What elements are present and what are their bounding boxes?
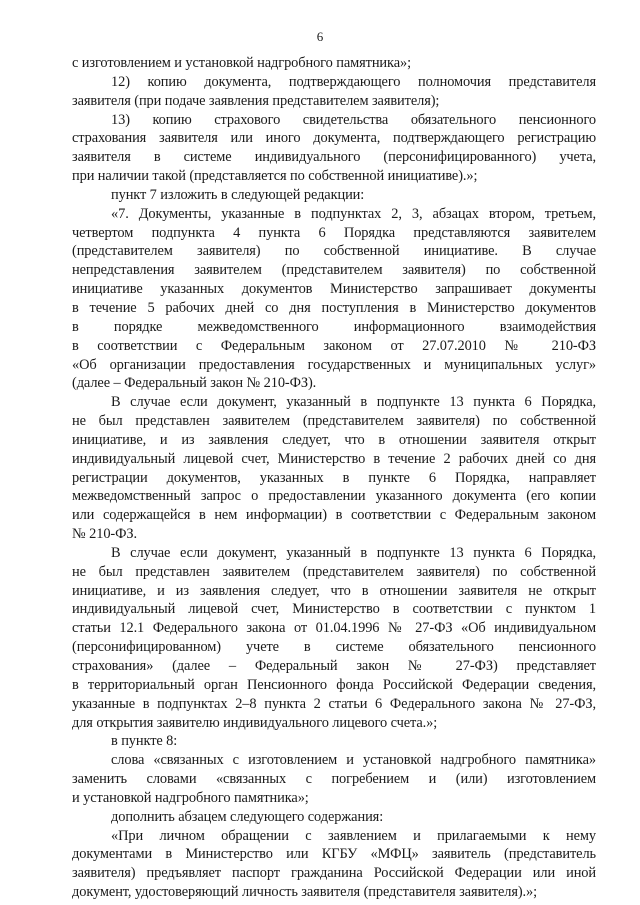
text-line: инициативе, и из заявления следует, что в отношении заявителя открыт	[72, 431, 596, 448]
text-line: и установкой надгробного памятника»;	[72, 789, 309, 806]
text-line: не был представлен заявителем (представителем заявителя) по собственной	[72, 563, 596, 580]
text-line: В случае если документ, указанный в подпункте 13 пункта 6 Порядка,	[111, 544, 596, 561]
text-line: «Об организации предоставления государственных и муниципальных услуг»	[72, 356, 596, 373]
text-line: для открытия заявителю индивидуального лицевого счета.»;	[72, 714, 438, 731]
text-line: страхования» (далее – Федеральный закон № 27-ФЗ) представляет	[72, 658, 596, 674]
page-number: 6	[316, 29, 324, 44]
text-line: с изготовлением и установкой надгробного памятника»;	[72, 55, 411, 71]
text-line: статьи 12.1 Федерального закона от 01.04.1996 № 27-ФЗ «Об индивидуальном	[72, 620, 596, 637]
text-line: межведомственный запрос о предоставлении указанного документа (его копии	[72, 488, 596, 505]
text-line: указанные в подпунктах 2–8 пункта 2 статьи 6 Федерального закона № 27-ФЗ,	[72, 695, 596, 712]
text-line: заявителя (при подаче заявления представителем заявителя);	[72, 92, 440, 109]
text-line: документ, удостоверяющий личность заявителя (представителя заявителя).»;	[72, 884, 538, 901]
text-line: № 210-ФЗ.	[72, 526, 137, 543]
text-line: В случае если документ, указанный в подпункте 13 пункта 6 Порядка,	[111, 394, 596, 411]
text-line: (далее – Федеральный закон № 210-ФЗ).	[72, 375, 317, 392]
text-line: 13) копию страхового свидетельства обязательного пенсионного	[111, 111, 596, 128]
text-line: «7. Документы, указанные в подпунктах 2, 3, абзацах втором, третьем,	[111, 205, 596, 222]
text-line: (персонифицированном) учете в системе обязательного пенсионного	[72, 639, 596, 656]
text-line: заменить словами «связанных с погребением и (или) изготовлением	[72, 771, 596, 788]
text-line: инициативе указанных документов Министерство запрашивает документы	[72, 281, 596, 298]
text-line: индивидуальный лицевой счет, Министерство в течение 2 рабочих дней со дня	[72, 450, 596, 467]
text-line: при наличии такой (представляется по собственной инициативе).»;	[72, 168, 478, 185]
text-line: «При личном обращении с заявлением и прилагаемыми к нему	[111, 827, 596, 844]
body-text	[72, 54, 596, 902]
text-line: регистрации документов, указанных в пункте 6 Порядка, направляет	[72, 469, 596, 486]
text-line: инициативе, и из заявления следует, что в отношении заявителя не открыт	[72, 582, 596, 599]
text-line: документами в Министерство или КГБУ «МФЦ» заявитель (представитель	[72, 846, 596, 863]
text-line: страхования заявителя или иного документа, подтверждающего регистрацию	[72, 130, 596, 147]
text-line: не был представлен заявителем (представителем заявителя) по собственной	[72, 413, 596, 430]
text-line: непредставления заявителем (представителем заявителя) по собственной	[72, 262, 596, 279]
text-line: в пункте 8:	[111, 733, 178, 750]
text-line: дополнить абзацем следующего содержания:	[111, 808, 384, 825]
text-line: пункт 7 изложить в следующей редакции:	[111, 186, 365, 203]
text-line: в порядке межведомственного информационного взаимодействия	[72, 318, 596, 335]
text-line: в течение 5 рабочих дней со дня поступления в Министерство документов	[72, 299, 596, 316]
text-line: или содержащейся в нем информации) в соответствии с Федеральным законом	[72, 507, 596, 524]
text-line: слова «связанных с изготовлением и установкой надгробного памятника»	[111, 752, 596, 769]
text-line: в соответствии с Федеральным законом от 27.07.2010 № 210-ФЗ	[72, 337, 596, 354]
text-line: индивидуальный лицевой счет, Министерство в соответствии с пунктом 1	[72, 601, 596, 618]
text-line: (представителем заявителя) по собственной инициативе. В случае	[72, 243, 596, 260]
text-line: четвертом подпункта 4 пункта 6 Порядка представляются заявителем	[72, 224, 596, 241]
text-line: в территориальный орган Пенсионного фонда Российской Федерации сведения,	[72, 676, 596, 693]
text-line: заявителя в системе индивидуального (персонифицированного) учета,	[72, 149, 596, 166]
text-line: заявителя) предъявляет паспорт гражданина Российской Федерации или иной	[72, 865, 596, 882]
text-line: 12) копию документа, подтверждающего полномочия представителя	[111, 73, 596, 90]
